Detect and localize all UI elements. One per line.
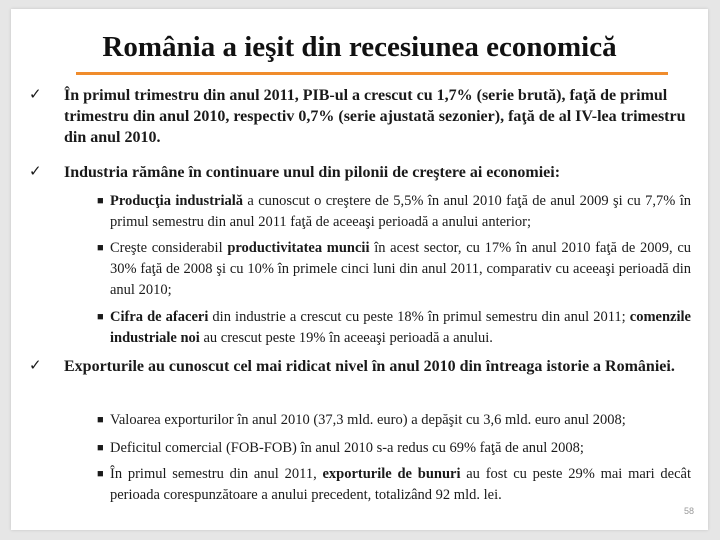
subbullet-text: Valoarea exporturilor în anul 2010 (37,3 mld. euro) a depăşit cu 3,6 mld. euro anul 2008; [110, 412, 626, 428]
subbullet-industrial-production [86, 191, 691, 233]
subbullet-text: Cifra de afaceri din industrie a crescut cu peste 18% în primul semestru din anul 2011; comenzile industriale noi au crescut peste 19% în aceeaşi perioadă a anului. [110, 309, 691, 346]
subbullet-text: Deficitul comercial (FOB-FOB) în anul 2010 s-a redus cu 69% faţă de anul 2008; [110, 440, 584, 456]
bullet-industry [29, 162, 689, 183]
subbullet-export-value [86, 410, 691, 431]
square-bullet-icon: ■ [97, 442, 104, 454]
checkmark-icon: ✓ [29, 358, 42, 374]
square-bullet-icon: ■ [97, 195, 104, 207]
bullet-text: Industria rămâne în continuare unul din pilonii de creştere ai economiei: [64, 164, 561, 181]
slide [11, 9, 708, 530]
bullet-text: Exporturile au cunoscut cel mai ridicat nivel în anul 2010 din întreaga istorie a României. [64, 358, 675, 375]
square-bullet-icon: ■ [97, 311, 104, 323]
bullet-gdp [29, 85, 689, 148]
bullet-text: În primul trimestru din anul 2011, PIB-ul a crescut cu 1,7% (serie brută), faţă de primul trimestru din anul 2010, respectiv 0,7% (serie ajustată sezonier), faţă de al IV-lea trimestru din anul 2010. [64, 87, 686, 146]
subbullet-text: Producţia industrială a cunoscut o creştere de 5,5% în anul 2010 faţă de anul 2009 şi cu 7,7% în primul semestru din anul 2011 faţă de aceeaşi perioadă a anului anterior; [110, 193, 691, 230]
subbullet-turnover [86, 307, 691, 349]
page-number: 58 [683, 506, 694, 516]
subbullet-text: Creşte considerabil productivitatea muncii în acest sector, cu 17% în anul 2010 faţă de 2009, cu 30% faţă de 2008 şi cu 10% în primele cinci luni din anul 2011, comparativ cu aceeaşi perioadă din anul 2010; [110, 240, 692, 298]
bullet-exports [29, 356, 689, 377]
checkmark-icon: ✓ [29, 87, 42, 103]
square-bullet-icon: ■ [97, 414, 104, 426]
checkmark-icon: ✓ [29, 164, 42, 180]
title-underline [76, 72, 668, 75]
square-bullet-icon: ■ [97, 242, 104, 254]
subbullet-goods-exports [86, 464, 691, 506]
slide-title: România a ieşit din recesiunea economică [102, 31, 617, 63]
subbullet-text: În primul semestru din anul 2011, exporturile de bunuri au fost cu peste 29% mai mari decât perioada corespunzătoare a anului precedent, totalizând 92 mld. lei. [110, 466, 691, 503]
subbullet-trade-deficit [86, 438, 691, 459]
square-bullet-icon: ■ [97, 468, 104, 480]
subbullet-productivity [86, 238, 691, 301]
